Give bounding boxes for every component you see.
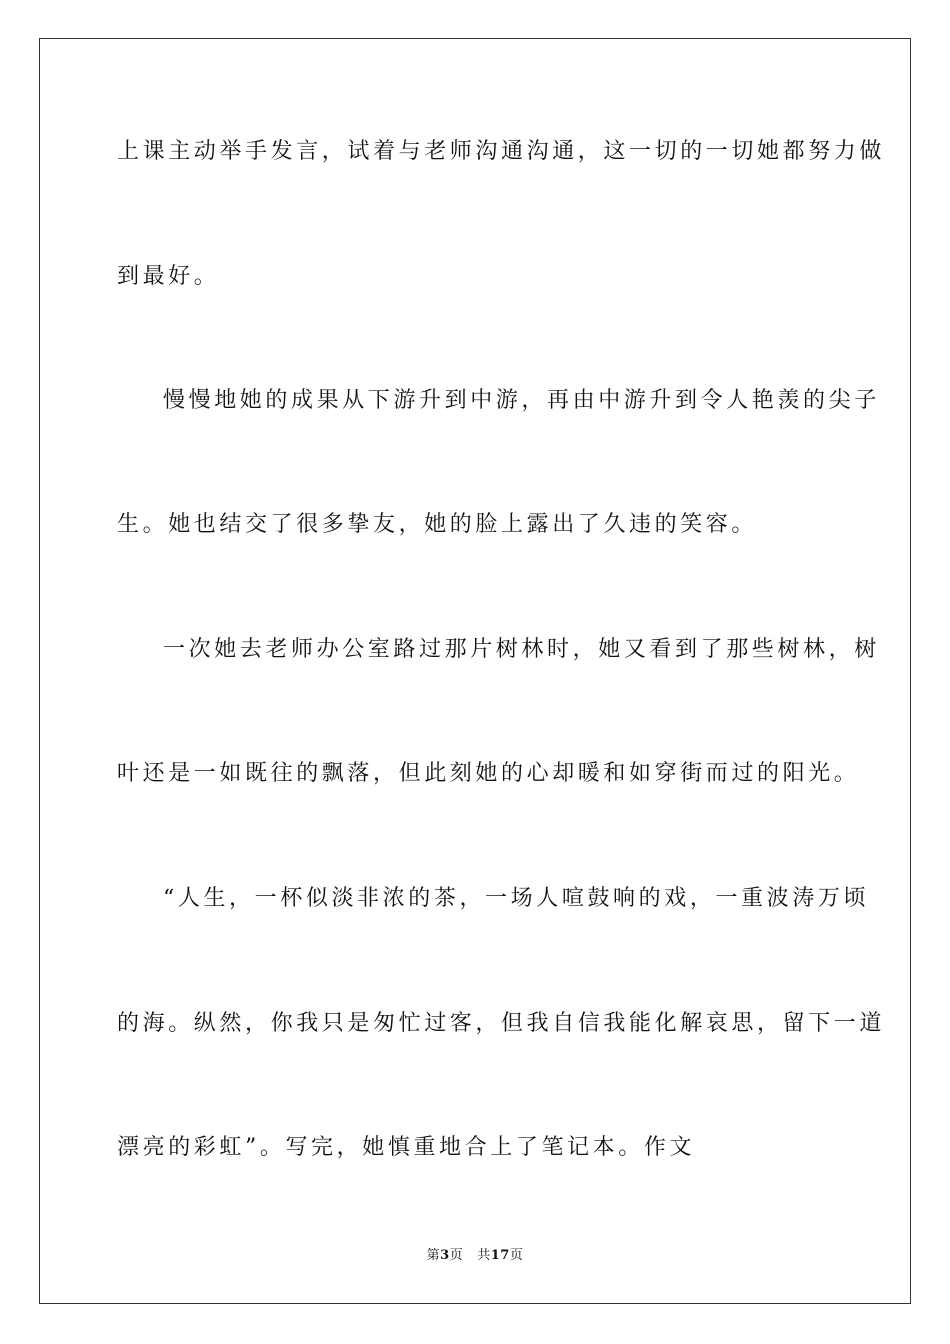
body-line-3: 慢慢地她的成果从下游升到中游，再由中游升到令人艳羡的尖子: [163, 388, 880, 413]
body-line-7: “人生，一杯似淡非浓的茶，一场人喧鼓响的戏，一重波涛万顷: [163, 886, 870, 911]
page-number: 3: [440, 1248, 450, 1263]
total-prefix: 共: [477, 1248, 491, 1263]
body-line-1: 上课主动举手发言，试着与老师沟通沟通，这一切的一切她都努力做: [117, 139, 886, 164]
page-prefix: 第: [426, 1248, 441, 1263]
body-line-2: 到最好。: [117, 264, 220, 289]
body-line-8: 的海。纵然，你我只是匆忙过客，但我自信我能化解哀思，留下一道: [117, 1011, 886, 1036]
page-border: [39, 38, 911, 1304]
body-line-9: 漂亮的彩虹”。写完，她慎重地合上了笔记本。作文: [117, 1135, 696, 1160]
total-suffix: 页: [509, 1248, 524, 1263]
total-pages: 17: [490, 1248, 510, 1263]
body-line-6: 叶还是一如既往的飘落，但此刻她的心却暖和如穿街而过的阳光。: [117, 761, 860, 786]
body-line-4: 生。她也结交了很多挚友，她的脸上露出了久违的笑容。: [117, 512, 758, 537]
page-footer: [0, 1247, 950, 1265]
page-suffix: 页: [449, 1248, 464, 1263]
body-line-5: 一次她去老师办公室路过那片树林时，她又看到了那些树林，树: [163, 637, 880, 662]
